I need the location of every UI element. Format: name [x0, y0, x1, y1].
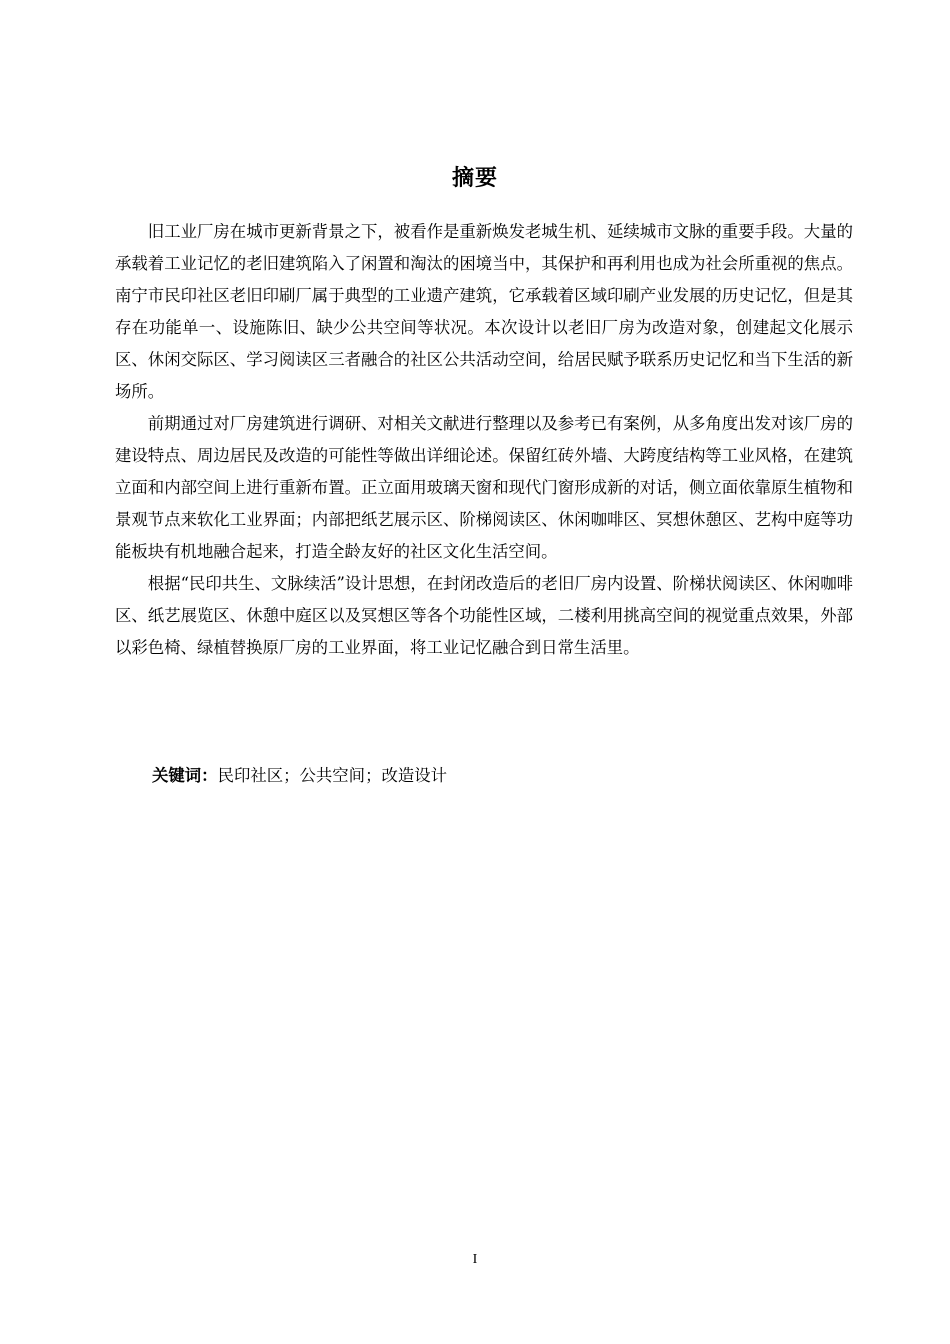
abstract-title: 摘要 [451, 166, 498, 191]
page-number: I [472, 1252, 478, 1267]
abstract-body [115, 216, 853, 664]
keywords-label: 关键词： [152, 766, 218, 785]
abstract-paragraph-1: 旧工业厂房在城市更新背景之下，被看作是重新焕发老城生机、延续城市文脉的重要手段。大量的承载着工业记忆的老旧建筑陷入了闲置和淘汰的困境当中，其保护和再利用也成为社会所重视的焦点。南宁市民印社区老旧印刷厂属于典型的工业遗产建筑，它承载着区域印刷产业发展的历史记忆，但是其存在功能单一、设施陈旧、缺少公共空间等状况。本次设计以老旧厂房为改造对象，创建起文化展示区、休闲交际区、学习阅读区三者融合的社区公共活动空间，给居民赋予联系历史记忆和当下生活的新场所。 [115, 222, 853, 401]
abstract-paragraph-3: 根据“民印共生、文脉续活”设计思想，在封闭改造后的老旧厂房内设置、阶梯状阅读区、休闲咖啡区、纸艺展览区、休憩中庭区以及冥想区等各个功能性区域，二楼利用挑高空间的视觉重点效果，外部以彩色椅、绿植替换原厂房的工业界面，将工业记忆融合到日常生活里。 [115, 574, 853, 657]
abstract-paragraph-2: 前期通过对厂房建筑进行调研、对相关文献进行整理以及参考已有案例，从多角度出发对该厂房的建设特点、周边居民及改造的可能性等做出详细论述。保留红砖外墙、大跨度结构等工业风格，在建筑立面和内部空间上进行重新布置。正立面用玻璃天窗和现代门窗形成新的对话，侧立面依靠原生植物和景观节点来软化工业界面；内部把纸艺展示区、阶梯阅读区、休闲咖啡区、冥想休憩区、艺构中庭等功能板块有机地融合起来，打造全龄友好的社区文化生活空间。 [115, 414, 853, 561]
keywords-line [152, 760, 852, 792]
keywords-value: 民印社区；公共空间；改造设计 [217, 766, 448, 785]
